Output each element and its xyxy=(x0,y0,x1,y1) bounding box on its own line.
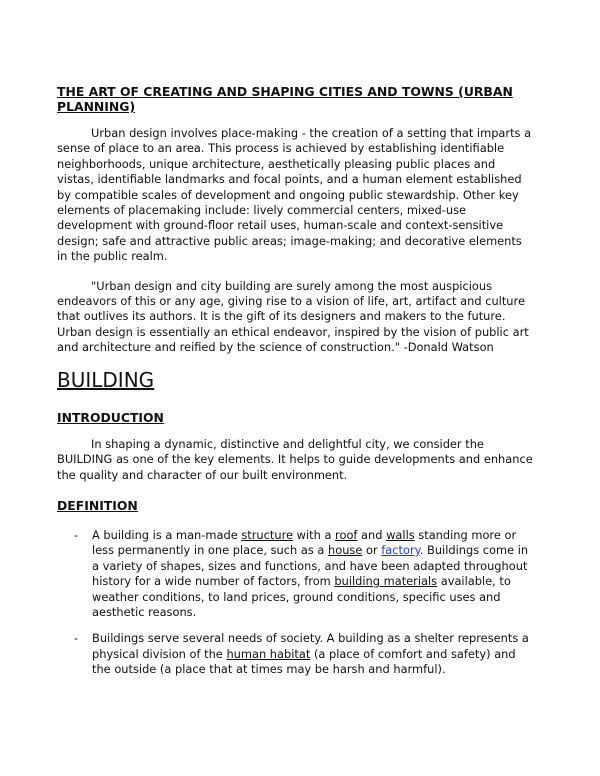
document-page xyxy=(57,84,535,689)
text-run: with a xyxy=(293,527,336,542)
introduction-paragraph: In shaping a dynamic, distinctive and delightful city, we consider the BUILDING as one of the key elements. It helps to guide developments and enhance the quality and character of our built environment. xyxy=(57,436,533,482)
definition-list xyxy=(57,528,535,678)
introduction-heading: INTRODUCTION xyxy=(57,409,164,425)
definition-heading: DEFINITION xyxy=(57,497,138,513)
link-walls[interactable]: walls xyxy=(386,527,415,542)
section-heading-building: BUILDING xyxy=(57,367,155,392)
link-structure[interactable]: structure xyxy=(241,527,294,542)
list-item xyxy=(57,528,535,620)
list-item xyxy=(57,631,535,677)
bullet-marker: - xyxy=(74,631,79,646)
text-run: or xyxy=(362,543,382,558)
bullet-marker: - xyxy=(74,527,79,542)
text-run: standing more or less permanently in one place, such as a xyxy=(92,527,517,558)
link-human-habitat[interactable]: human habitat xyxy=(226,646,311,661)
link-house[interactable]: house xyxy=(328,543,363,558)
text-run: and xyxy=(357,527,387,542)
text-run: . Buildings come in a variety of shapes, sizes and functions, and have been adapted throughout history for a wide number of factors, from xyxy=(92,543,529,589)
paragraph-urban-design: Urban design involves place-making - the creation of a setting that imparts a sense of place to an area. This process is achieved by establishing identifiable neighborhoods, unique architecture, aesthetically pleasing public places and vistas, identifiable landmarks and focal points, and a human element established by compatible scales of development and ongoing public stewardship. Other key elements of placemaking include: lively commercial centers, mixed-use development with ground-floor retail uses, human-scale and context-sensitive design; safe and attractive public areas; image-making; and decorative elements in the public realm. xyxy=(57,126,532,264)
text-run: (a place of comfort and safety) and the outside (a place that at times may be harsh and harmful). xyxy=(92,646,516,677)
link-roof[interactable]: roof xyxy=(335,527,358,542)
text-run: available, to weather conditions, to land prices, ground conditions, specific uses and aesthetic reasons. xyxy=(92,574,511,619)
link-factory[interactable]: factory xyxy=(381,543,420,558)
document-title: THE ART OF CREATING AND SHAPING CITIES AND TOWNS (URBAN PLANNING) xyxy=(57,84,513,114)
text-run: Buildings serve several needs of society. A building as a shelter represents a physical division of the xyxy=(92,631,529,661)
text-run: A building is a man-made xyxy=(92,527,242,542)
paragraph-quote: "Urban design and city building are surely among the most auspicious endeavors of this or any age, giving rise to a vision of life, art, artifact and culture that outlives its authors. It is the gift of its designers and makers to the future. Urban design is essentially an ethical endeavor, inspired by the vision of public art and architecture and reified by the science of construction." -Donald Watson xyxy=(57,278,529,355)
link-building-materials[interactable]: building materials xyxy=(334,574,438,589)
